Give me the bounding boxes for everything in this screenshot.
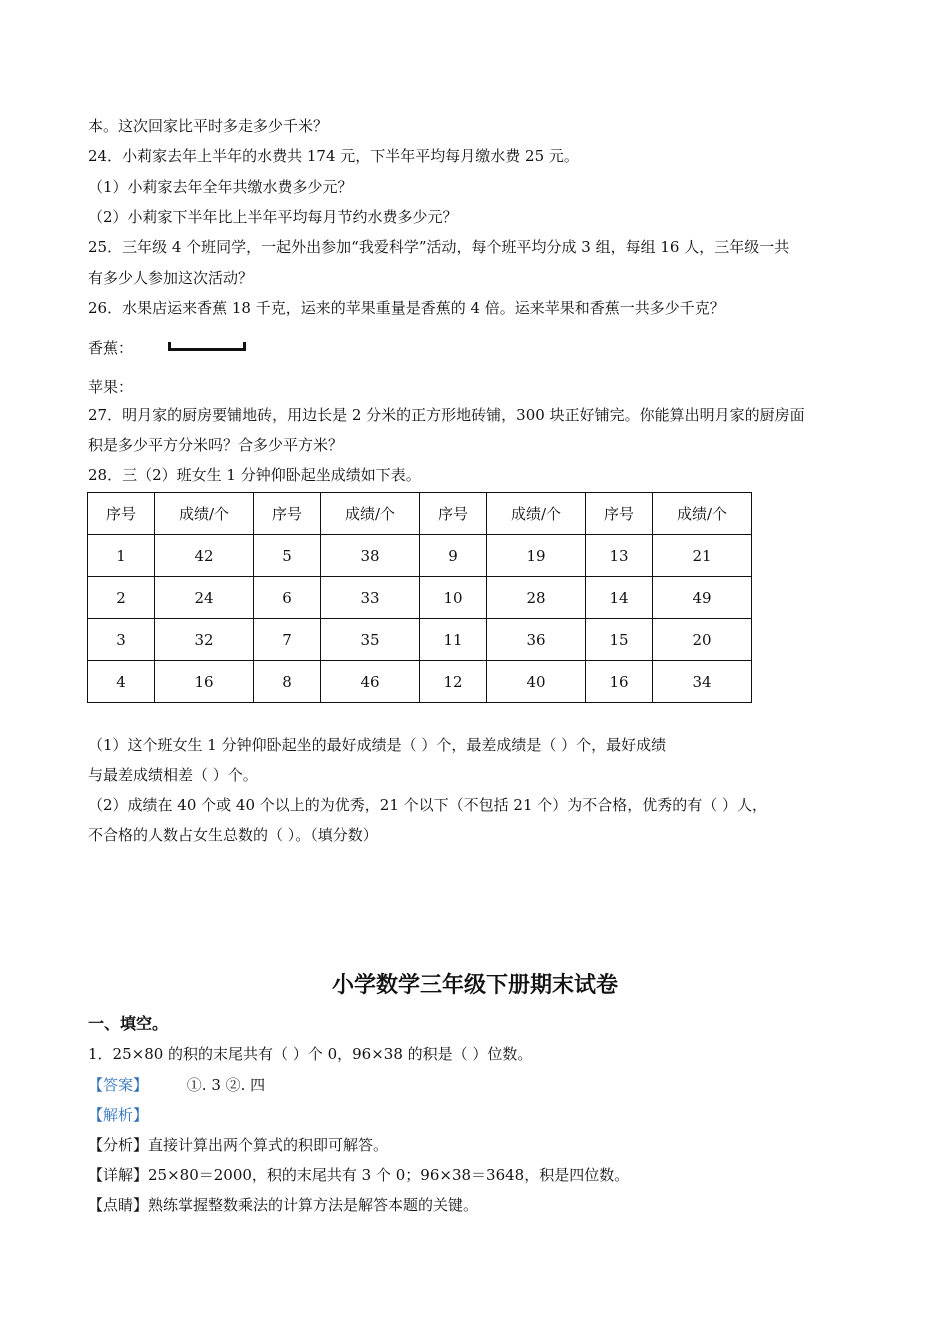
table-cell: 49	[653, 577, 752, 619]
table-cell: 5	[254, 535, 321, 577]
table-cell: 16	[586, 661, 653, 703]
score-table	[87, 492, 752, 703]
exam-question-1: 1．25×80 的积的末尾共有（ ）个 0，96×38 的积是（ ）位数。	[88, 1045, 533, 1063]
table-cell: 28	[487, 577, 586, 619]
table-cell: 16	[155, 661, 254, 703]
table-row	[88, 661, 752, 703]
table-cell: 33	[321, 577, 420, 619]
question-28-part2-cont: 不合格的人数占女生总数的（ ）。（填分数）	[88, 826, 378, 844]
question-28-part1: （1）这个班女生 1 分钟仰卧起坐的最好成绩是（ ）个，最差成绩是（ ）个，最好成绩	[88, 736, 667, 754]
table-header: 序号	[586, 493, 653, 535]
table-header: 成绩/个	[487, 493, 586, 535]
analysis-dianjing: 【点睛】熟练掌握整数乘法的计算方法是解答本题的关键。	[88, 1196, 479, 1214]
table-cell: 19	[487, 535, 586, 577]
analysis-fenxi: 【分析】直接计算出两个算式的积即可解答。	[88, 1136, 389, 1154]
banana-label: 香蕉：	[88, 339, 134, 357]
apple-label: 苹果：	[88, 378, 134, 396]
table-cell: 46	[321, 661, 420, 703]
table-cell: 2	[88, 577, 155, 619]
table-cell: 40	[487, 661, 586, 703]
question-27-cont: 积是多少平方分米吗？合多少平方米？	[88, 436, 344, 454]
question-28-part1-cont: 与最差成绩相差（ ）个。	[88, 766, 258, 784]
table-header: 成绩/个	[321, 493, 420, 535]
table-cell: 32	[155, 619, 254, 661]
table-cell: 36	[487, 619, 586, 661]
table-cell: 6	[254, 577, 321, 619]
table-header: 序号	[254, 493, 321, 535]
table-cell: 24	[155, 577, 254, 619]
table-row	[88, 535, 752, 577]
question-28: 28．三（2）班女生 1 分钟仰卧起坐成绩如下表。	[88, 466, 421, 484]
table-cell: 4	[88, 661, 155, 703]
question-24: 24．小莉家去年上半年的水费共 174 元，下半年平均每月缴水费 25 元。	[88, 147, 579, 165]
table-row	[88, 577, 752, 619]
table-cell: 20	[653, 619, 752, 661]
table-cell: 14	[586, 577, 653, 619]
table-cell: 21	[653, 535, 752, 577]
table-header: 成绩/个	[155, 493, 254, 535]
question-25: 25．三年级 4 个班同学，一起外出参加“我爱科学”活动，每个班平均分成 3 组，每组 16 人，三年级一共	[88, 238, 790, 256]
analysis-label: 【解析】	[88, 1106, 149, 1124]
table-cell: 7	[254, 619, 321, 661]
analysis-xiangjie: 【详解】25×80＝2000，积的末尾共有 3 个 0；96×38＝3648，积是四位数。	[88, 1166, 630, 1184]
question-28-part2: （2）成绩在 40 个或 40 个以上的为优秀，21 个以下（不包括 21 个）为不合格，优秀的有（ ）人，	[88, 796, 768, 814]
text-line: 本。这次回家比平时多走多少千米？	[88, 117, 329, 135]
table-header: 序号	[420, 493, 487, 535]
exam-title: 小学数学三年级下册期末试卷	[331, 973, 618, 998]
table-cell: 13	[586, 535, 653, 577]
answer-label: 【答案】	[88, 1076, 149, 1094]
table-cell: 38	[321, 535, 420, 577]
table-header-row	[88, 493, 752, 535]
question-27: 27．明月家的厨房要铺地砖，用边长是 2 分米的正方形地砖铺，300 块正好铺完。你能算出明月家的厨房面	[88, 406, 805, 424]
question-24-part2: （2）小莉家下半年比上半年平均每月节约水费多少元？	[88, 208, 458, 226]
question-25-cont: 有多少人参加这次活动？	[88, 269, 254, 287]
table-header: 成绩/个	[653, 493, 752, 535]
table-cell: 10	[420, 577, 487, 619]
table-cell: 34	[653, 661, 752, 703]
table-cell: 8	[254, 661, 321, 703]
banana-bar-diagram	[168, 342, 246, 351]
answer-line	[88, 1075, 265, 1095]
table-row	[88, 619, 752, 661]
table-cell: 1	[88, 535, 155, 577]
question-24-part1: （1）小莉家去年全年共缴水费多少元？	[88, 178, 353, 196]
question-26: 26．水果店运来香蕉 18 千克，运来的苹果重量是香蕉的 4 倍。运来苹果和香蕉一共多少千克？	[88, 299, 725, 317]
table-cell: 3	[88, 619, 155, 661]
table-cell: 35	[321, 619, 420, 661]
table-cell: 15	[586, 619, 653, 661]
table-cell: 9	[420, 535, 487, 577]
section-heading: 一、填空。	[88, 1014, 169, 1033]
table-cell: 12	[420, 661, 487, 703]
answer-text: ①. 3 ②. 四	[186, 1076, 266, 1094]
table-header: 序号	[88, 493, 155, 535]
table-cell: 11	[420, 619, 487, 661]
table-cell: 42	[155, 535, 254, 577]
